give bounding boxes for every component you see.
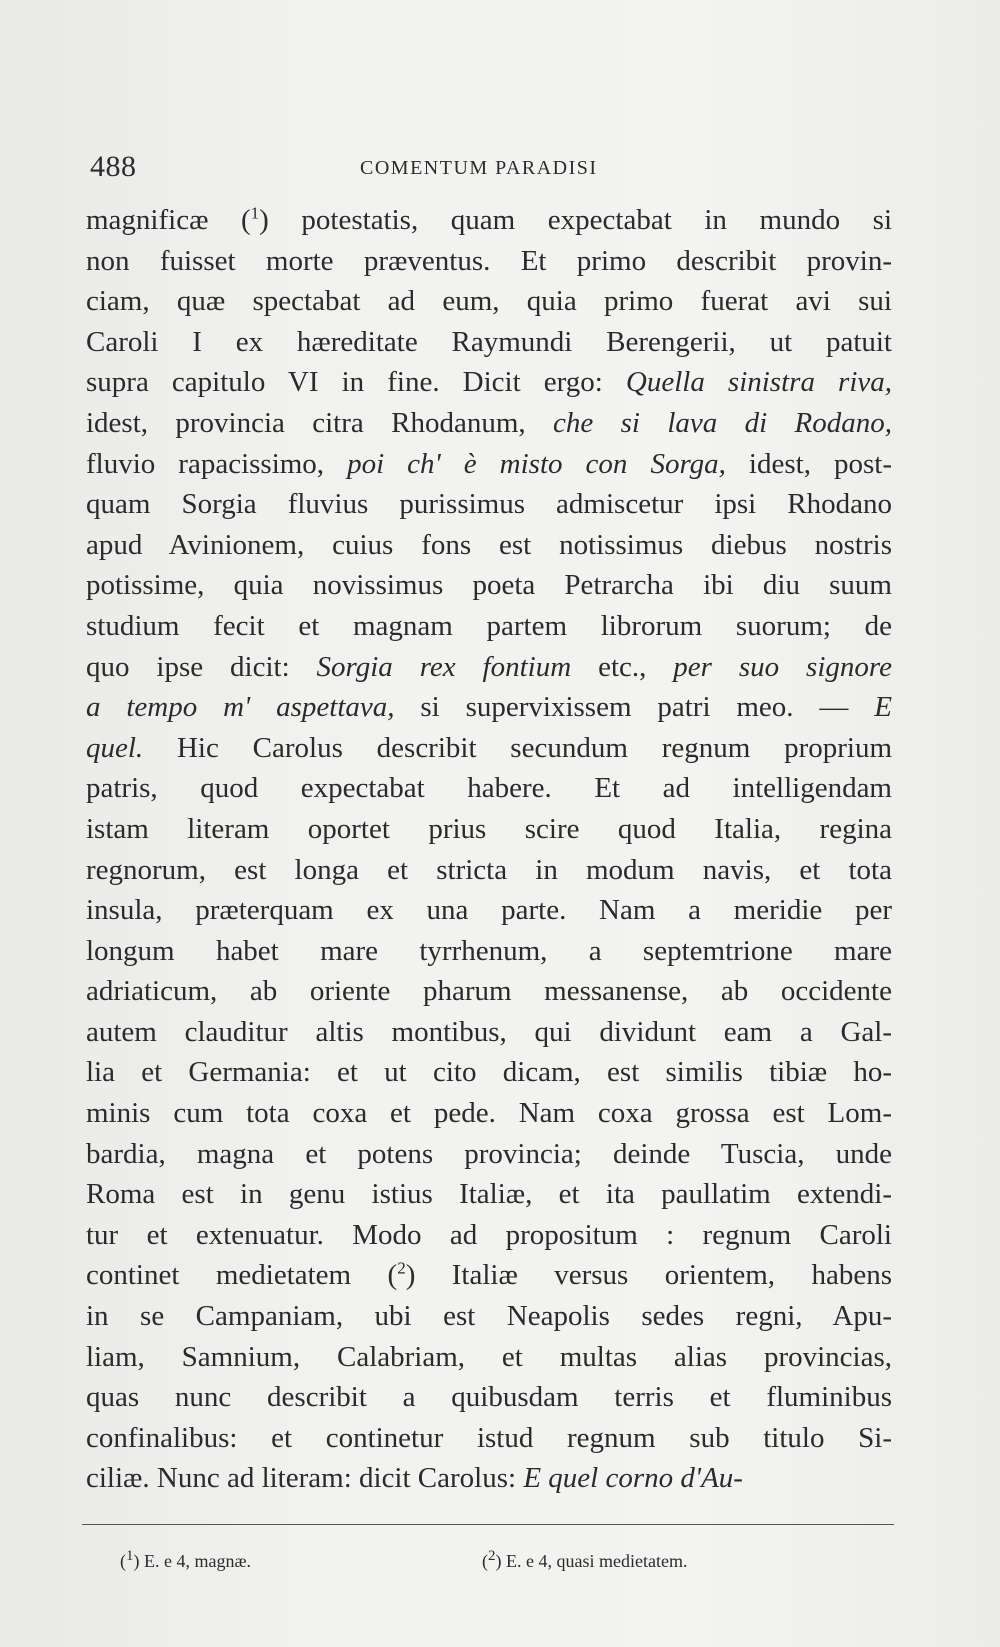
text-line: [86, 1134, 892, 1175]
text-run: longum habet mare tyrrhenum, a septemtrione mare: [86, 934, 892, 967]
text-line: [86, 890, 892, 931]
text-line: [86, 647, 892, 688]
italic-quote: a tempo m' aspettava,: [86, 691, 395, 724]
running-title: COMENTUM PARADISI: [360, 157, 598, 179]
text-line: [86, 484, 892, 525]
text-run: potissime, quia novissimus poeta Petrarcha ibi diu suum: [86, 569, 892, 602]
text-run: fluvio rapacissimo,: [86, 447, 348, 480]
text-run: Caroli I ex hæreditate Raymundi Berengerii, ut patuit: [86, 325, 892, 358]
footnote-rule: [82, 1524, 894, 1525]
text-run: regnorum, est longa et stricta in modum navis, et tota: [86, 853, 892, 886]
text-line: [86, 444, 892, 485]
text-run: magnificæ (: [86, 204, 251, 236]
text-run: quas nunc describit a quibusdam terris et fluminibus: [86, 1381, 892, 1414]
text-line: [86, 1418, 892, 1459]
footnote-2-mark: 2: [488, 1548, 496, 1564]
text-line: [86, 1052, 892, 1093]
text-run: etc.,: [571, 650, 674, 683]
text-run: insula, præterquam ex una parte. Nam a meridie per: [86, 894, 892, 927]
text-line: [86, 1093, 892, 1134]
text-run: ) Italiæ versus orientem, habens: [405, 1259, 893, 1292]
text-line: [86, 1255, 892, 1296]
italic-quote: quel.: [86, 731, 144, 764]
text-run: quo ipse dicit:: [86, 650, 317, 683]
text-run: istam literam oportet prius scire quod Italia, regina: [86, 812, 892, 845]
footnote-2-text: E. e 4, quasi medietatem.: [501, 1551, 688, 1571]
text-line: [86, 971, 892, 1012]
text-line: [86, 687, 892, 728]
text-run: Hic Carolus describit secundum regnum proprium: [143, 731, 892, 764]
text-line: [86, 1337, 892, 1378]
text-run: idest, provincia citra Rhodanum,: [86, 406, 554, 439]
footnote-reference: 2: [397, 1258, 406, 1278]
footnote-1-text: E. e 4, magnæ.: [139, 1551, 251, 1571]
text-run: ) potestatis, quam expectabat in mundo si: [259, 204, 893, 236]
text-run: idest, post-: [725, 447, 892, 480]
text-line: [86, 403, 892, 444]
italic-quote: Quella sinistra riva,: [625, 366, 892, 399]
italic-quote: Sorgia rex fontium: [316, 650, 572, 683]
text-line: [86, 768, 892, 809]
footnotes: [120, 1548, 880, 1578]
text-line: [86, 850, 892, 891]
page-number: 488: [90, 150, 137, 183]
text-run: studium fecit et magnam partem librorum suorum; de: [86, 609, 892, 642]
text-run: patris, quod expectabat habere. Et ad intelligendam: [86, 772, 892, 805]
text-line: [86, 281, 892, 322]
text-line: [86, 565, 892, 606]
text-line: [86, 809, 892, 850]
text-line: [86, 1296, 892, 1337]
text-run: non fuisset morte præventus. Et primo describit provin-: [86, 244, 892, 277]
italic-quote: poi ch' è misto con Sorga,: [347, 447, 726, 480]
text-run: ciam, quæ spectabat ad eum, quia primo fuerat avi sui: [86, 285, 892, 318]
body-text: [86, 200, 892, 1500]
text-line: [86, 1215, 892, 1256]
text-run: ciliæ. Nunc ad literam: dicit Carolus:: [86, 1462, 524, 1495]
text-run: confinalibus: et continetur istud regnum sub titulo Si-: [86, 1421, 892, 1454]
italic-quote: E quel corno d'Au-: [523, 1462, 743, 1495]
text-run: lia et Germania: et ut cito dicam, est similis tibiæ ho-: [86, 1056, 892, 1089]
text-run: apud Avinionem, cuius fons est notissimus diebus nostris: [86, 528, 892, 561]
italic-quote: per suo signore: [673, 650, 892, 683]
text-run: minis cum tota coxa et pede. Nam coxa grossa est Lom-: [86, 1097, 892, 1130]
footnote-2: ($^2$) E. e 4, quasi medietatem.: [482, 1548, 688, 1571]
text-line: [86, 931, 892, 972]
footnote-1-mark: 1: [126, 1548, 134, 1564]
text-line: [86, 728, 892, 769]
text-line: [86, 1012, 892, 1053]
footnote-1: ($^1$) E. e 4, magnæ.: [120, 1548, 251, 1571]
text-line: [86, 606, 892, 647]
text-line: [86, 1377, 892, 1418]
text-run: Roma est in genu istius Italiæ, et ita paullatim extendi-: [86, 1178, 892, 1211]
text-line: [86, 362, 892, 403]
text-line: [86, 322, 892, 363]
text-run: in se Campaniam, ubi est Neapolis sedes regni, Apu-: [86, 1300, 892, 1333]
text-run: continet medietatem (: [86, 1259, 398, 1292]
footnote-reference: 1: [250, 203, 260, 223]
text-run: tur et extenuatur. Modo ad propositum : regnum Caroli: [86, 1218, 892, 1251]
text-run: liam, Samnium, Calabriam, et multas alias provincias,: [86, 1340, 892, 1373]
text-run: supra capitulo VI in fine. Dicit ergo:: [86, 366, 626, 399]
text-line: [86, 241, 892, 282]
italic-quote: che si lava di Rodano,: [553, 406, 892, 439]
text-line: [86, 1458, 892, 1499]
text-run: bardia, magna et potens provincia; deinde Tuscia, unde: [86, 1137, 892, 1170]
text-run: quam Sorgia fluvius purissimus admiscetur ipsi Rhodano: [86, 488, 892, 521]
text-run: adriaticum, ab oriente pharum messanense, ab occidente: [86, 975, 892, 1008]
text-line: [86, 1174, 892, 1215]
italic-quote: E: [874, 691, 892, 724]
text-line: [86, 200, 892, 241]
page-header: [90, 150, 890, 190]
text-run: autem clauditur altis montibus, qui dividunt eam a Gal-: [86, 1015, 892, 1048]
text-run: si supervixissem patri meo. —: [394, 691, 875, 724]
text-line: [86, 525, 892, 566]
